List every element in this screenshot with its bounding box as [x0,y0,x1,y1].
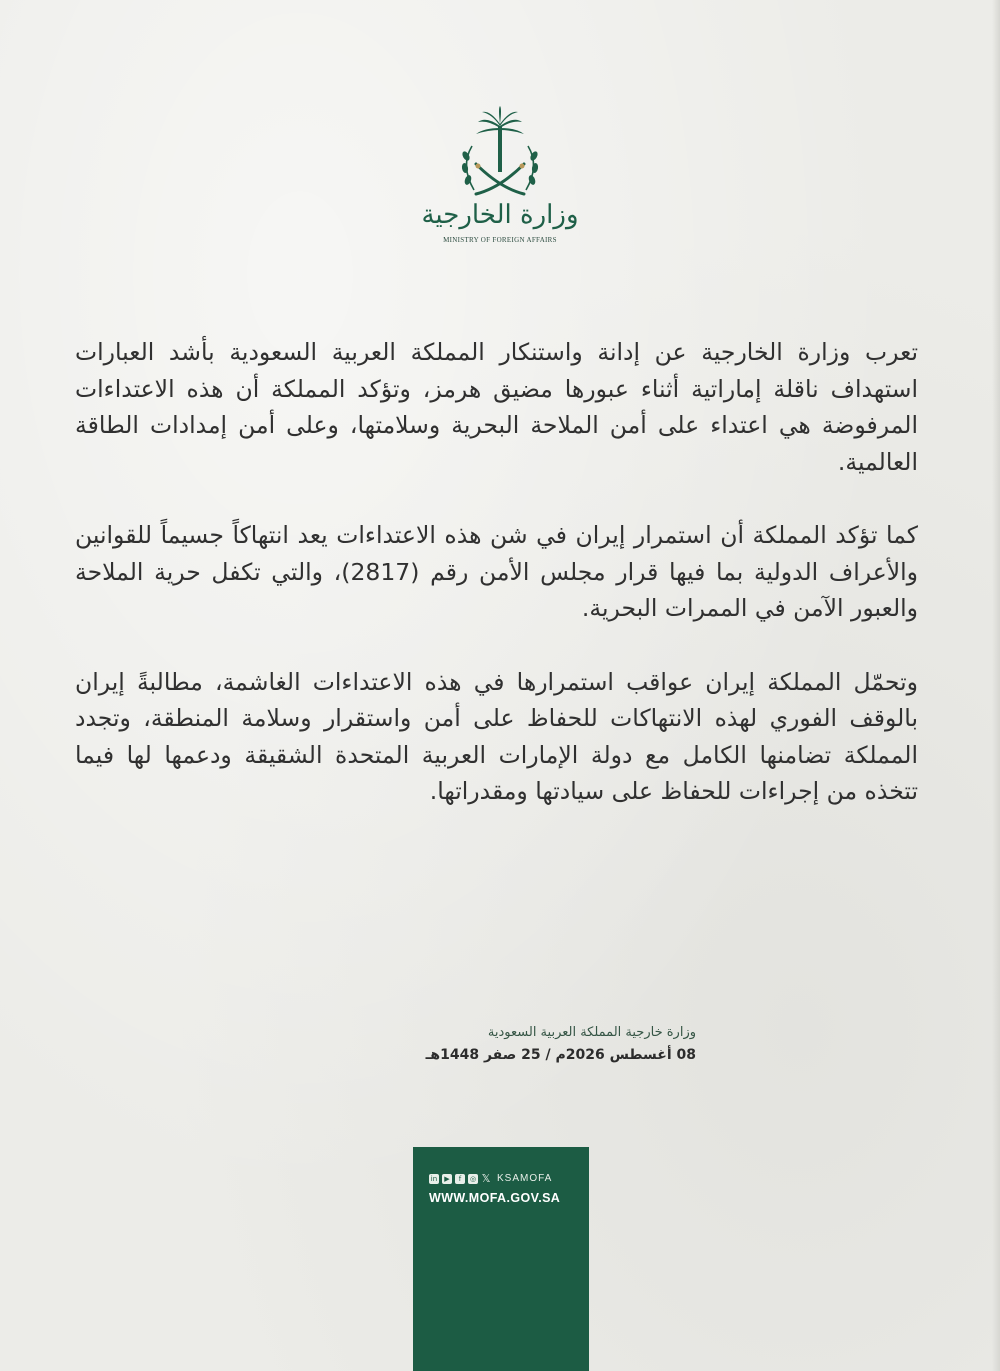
ministry-name-arabic: وزارة الخارجية [421,200,579,230]
ministry-name-english: MINISTRY OF FOREIGN AFFAIRS [443,236,557,244]
statement-body [75,334,918,847]
social-handle: KSAMOFA [497,1173,553,1184]
issuer-name: وزارة خارجية المملكة العربية السعودية [487,1025,696,1040]
issue-date: 08 أغسطس 2026م / 25 صفر 1448هـ [425,1047,696,1063]
footer-contact-block [413,1147,589,1371]
statement-paragraph-3: وتحمّل المملكة إيران عواقب استمرارها في هذه الاعتداءات الغاشمة، مطالبةً إيران بالوقف الفوري لهذه الانتهاكات للحفاظ على أمن واستقرار وسلامة المنطقة، وتجدد المملكة تضامنها الكامل مع دولة الإمارات العربية المتحدة الشقيقة ودعمها لها فيما تتخذه من إجراءات للحفاظ على سيادتها ومقدراتها. [75,667,918,805]
website-link[interactable]: WWW.MOFA.GOV.SA [429,1191,561,1205]
facebook-icon[interactable]: f [455,1174,465,1184]
social-links [429,1173,552,1184]
x-icon[interactable]: 𝕏 [481,1171,491,1185]
saudi-emblem-icon [452,106,548,206]
statement-paragraph-1: تعرب وزارة الخارجية عن إدانة واستنكار المملكة العربية السعودية بأشد العبارات استهداف ناقلة إماراتية أثناء عبورها مضيق هرمز، وتؤكد المملكة أن هذه الاعتداءات المرفوضة هي اعتداء على أمن الملاحة البحرية وسلامتها، وعلى أمن إمدادات الطاقة العالمية. [75,338,918,476]
signature-block [300,1022,696,1066]
linkedin-icon[interactable]: in [430,1174,438,1183]
statement-paragraph-2: كما تؤكد المملكة أن استمرار إيران في شن هذه الاعتداءات يعد انتهاكاً جسيماً للقوانين والأعراف الدولية بما فيها قرار مجلس الأمن رقم (2817)، والتي تكفل حرية الملاحة والعبور الآمن في الممرات البحرية. [75,521,919,622]
youtube-icon[interactable]: ▶ [442,1174,452,1184]
page-edge-shadow [992,0,1000,1371]
instagram-icon[interactable]: ◎ [469,1174,477,1183]
